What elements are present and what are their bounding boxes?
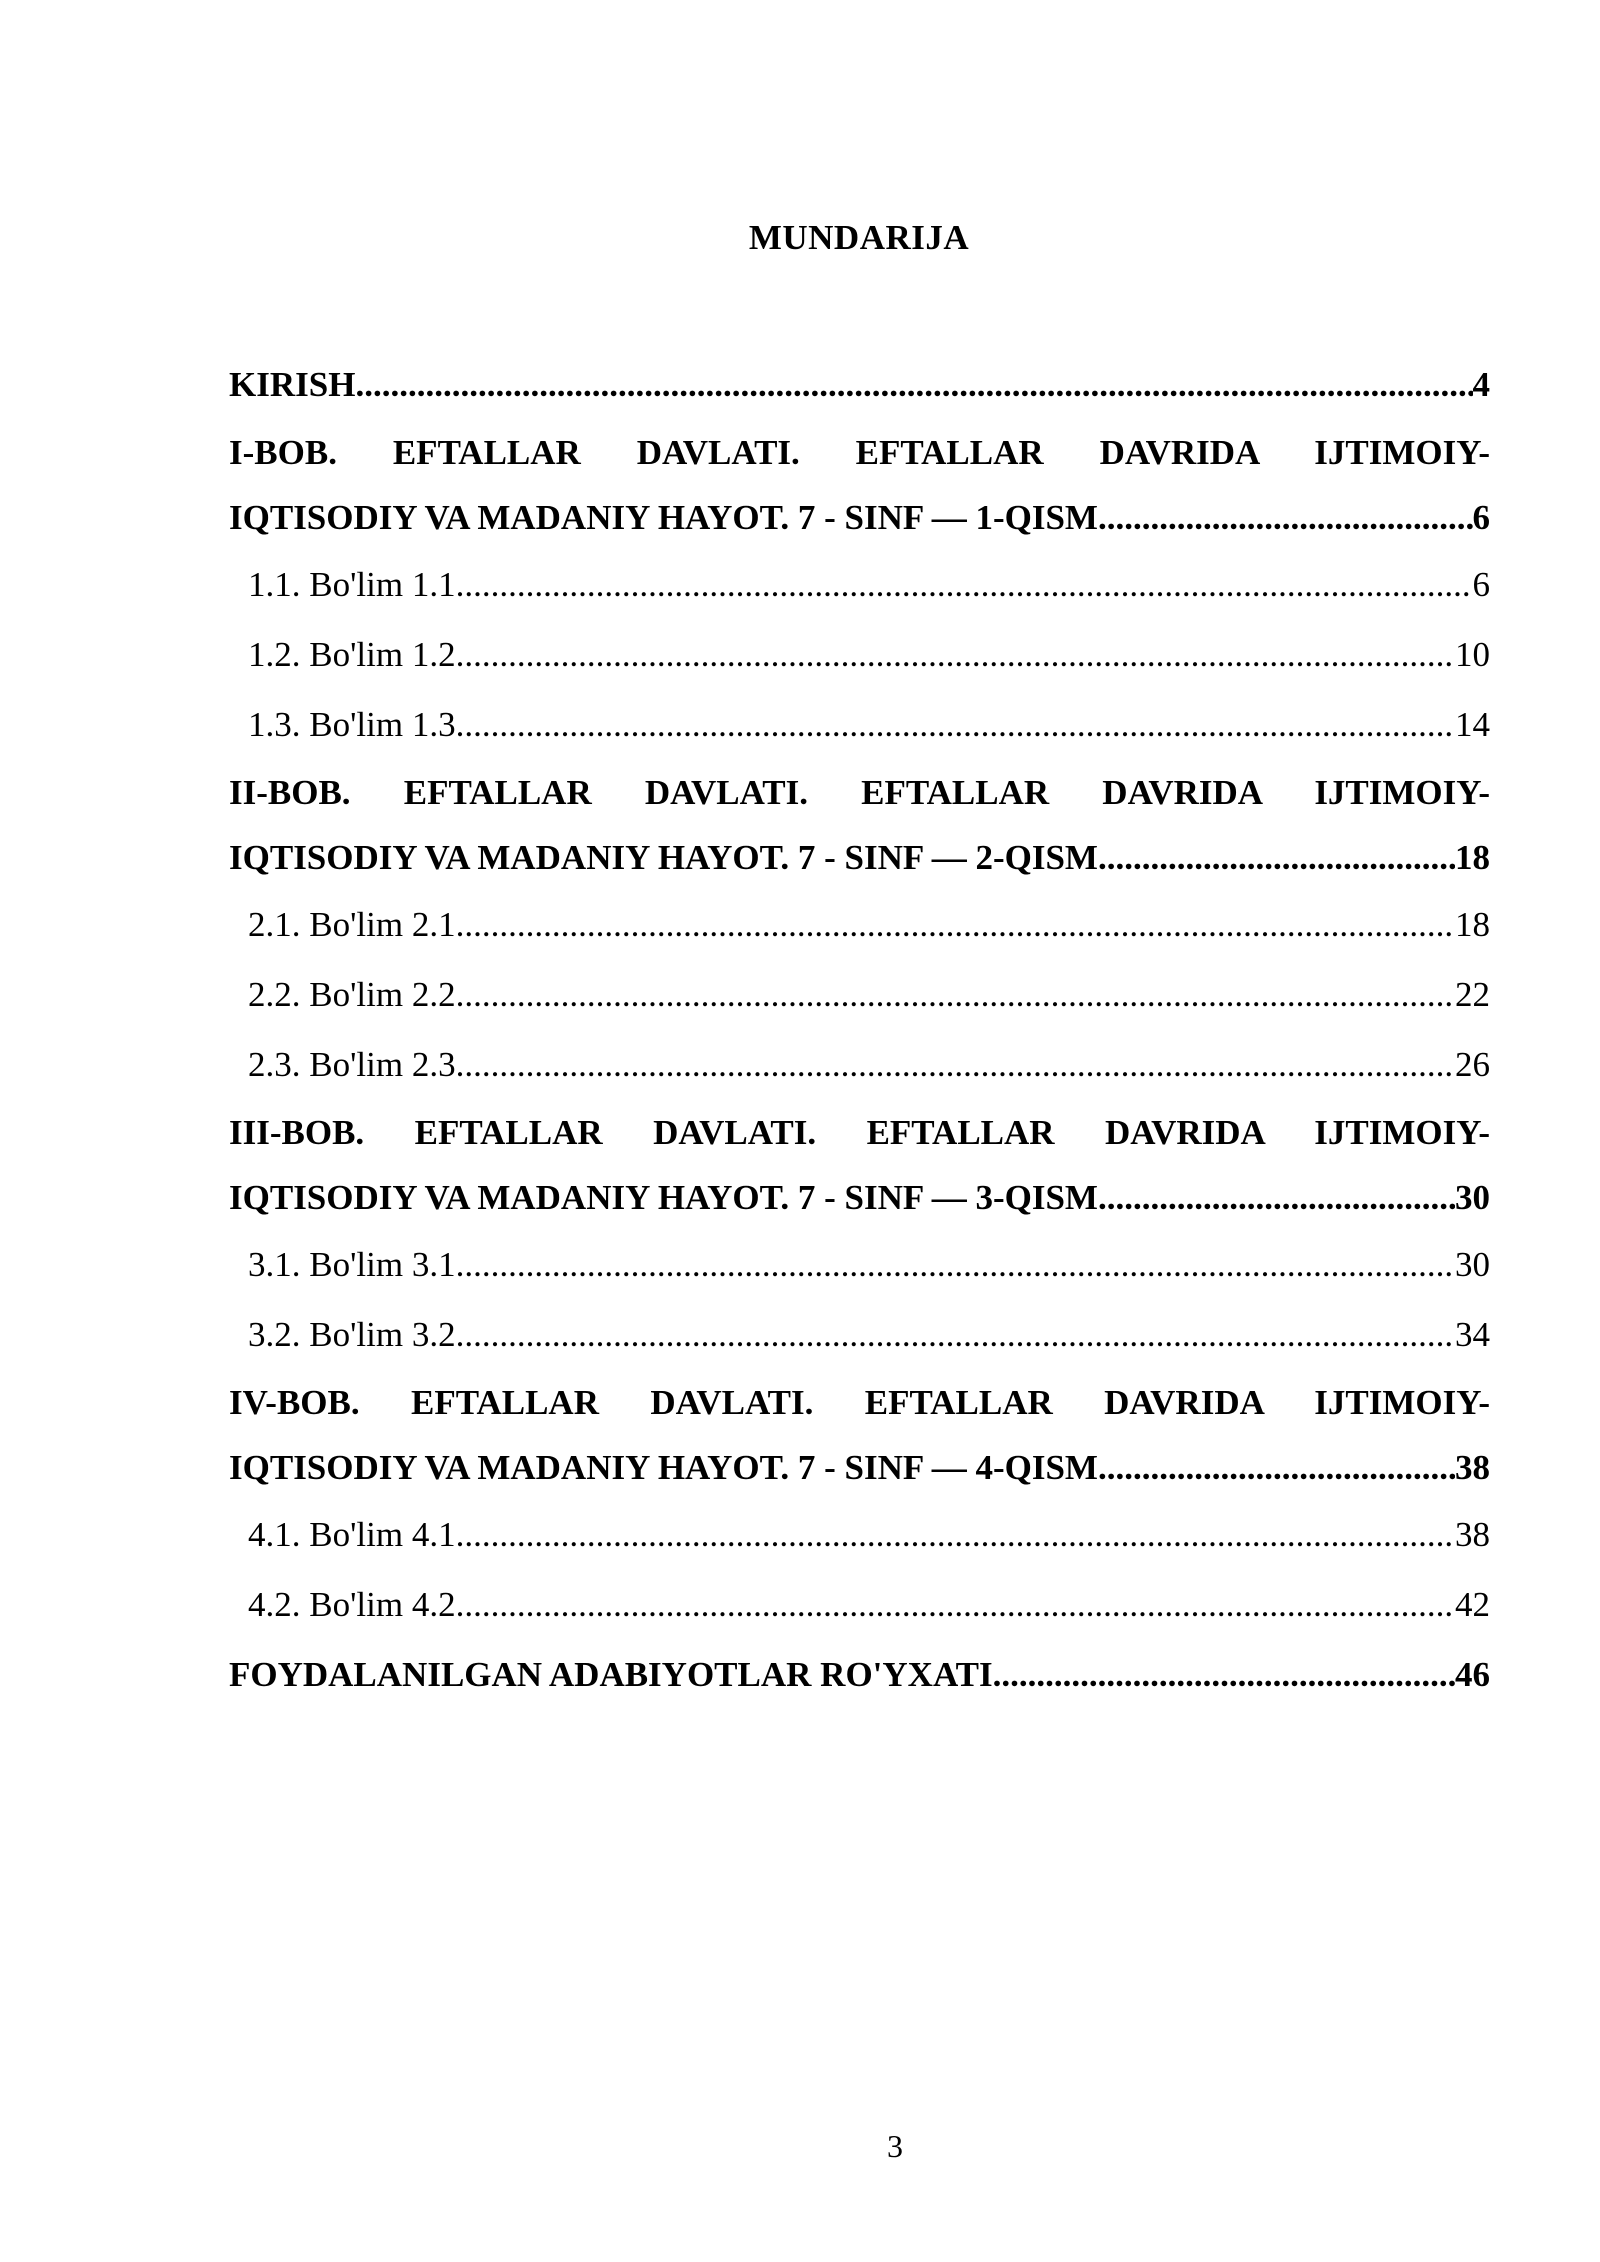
dot-leader: [456, 620, 1455, 690]
dot-leader: [456, 1030, 1455, 1100]
table-of-contents: [229, 350, 1490, 1710]
toc-entry-section-2-2[interactable]: [229, 960, 1490, 1030]
toc-entry-page: 6: [1472, 498, 1490, 537]
toc-entry-section-1-3[interactable]: [229, 690, 1490, 760]
dot-leader: [456, 960, 1455, 1030]
toc-entry-section-2-3[interactable]: [229, 1030, 1490, 1100]
toc-entry-section-3-2[interactable]: [229, 1300, 1490, 1370]
toc-entry-chapter-3[interactable]: [229, 1100, 1490, 1230]
toc-entry-page: 38: [1455, 1448, 1490, 1487]
toc-entry-section-1-2[interactable]: [229, 620, 1490, 690]
toc-entry-label: 1.1. Bo'lim 1.1: [248, 565, 456, 604]
toc-entry-page: 18: [1455, 905, 1490, 944]
toc-entry-label: 2.2. Bo'lim 2.2: [248, 975, 456, 1014]
toc-entry-page: 38: [1455, 1515, 1490, 1554]
toc-entry-section-3-1[interactable]: [229, 1230, 1490, 1300]
toc-entry-page: 42: [1455, 1585, 1490, 1624]
dot-leader: [355, 350, 1472, 420]
toc-entry-section-4-2[interactable]: [229, 1570, 1490, 1640]
dot-leader: [1098, 1165, 1455, 1230]
toc-entry-label: KIRISH: [229, 365, 356, 404]
dot-leader: [456, 1300, 1455, 1370]
toc-entry-page: 26: [1455, 1045, 1490, 1084]
toc-entry-chapter-4[interactable]: [229, 1370, 1490, 1500]
page-title: MUNDARIJA: [748, 218, 970, 257]
toc-entry-chapter-2[interactable]: [229, 760, 1490, 890]
toc-entry-label: 1.2. Bo'lim 1.2: [248, 635, 456, 674]
toc-entry-page: 22: [1455, 975, 1490, 1014]
toc-chapter-line-2: IQTISODIY VA MADANIY HAYOT. 7 - SINF — 4-QISM: [229, 1448, 1098, 1487]
dot-leader: [456, 550, 1473, 620]
toc-entry-label: 2.1. Bo'lim 2.1: [248, 905, 456, 944]
toc-entry-label: 3.2. Bo'lim 3.2: [248, 1315, 456, 1354]
toc-entry-introduction[interactable]: [229, 350, 1490, 420]
toc-entry-section-4-1[interactable]: [229, 1500, 1490, 1570]
toc-entry-page: 18: [1455, 838, 1490, 877]
toc-chapter-line-1: IV-BOB. EFTALLAR DAVLATI. EFTALLAR DAVRIDA IJTIMOIY-: [229, 1383, 1490, 1422]
dot-leader: [993, 1640, 1455, 1710]
toc-entry-page: 30: [1455, 1178, 1490, 1217]
toc-entry-page: 4: [1472, 365, 1490, 404]
toc-chapter-line-2: IQTISODIY VA MADANIY HAYOT. 7 - SINF — 2-QISM: [229, 838, 1098, 877]
toc-entry-label: 4.2. Bo'lim 4.2: [248, 1585, 456, 1624]
toc-entry-page: 34: [1455, 1315, 1490, 1354]
toc-chapter-line-1: II-BOB. EFTALLAR DAVLATI. EFTALLAR DAVRIDA IJTIMOIY-: [229, 773, 1490, 812]
toc-entry-page: 14: [1455, 705, 1490, 744]
page-number: 3: [887, 2128, 903, 2164]
dot-leader: [456, 690, 1455, 760]
dot-leader: [1098, 1435, 1455, 1500]
toc-entry-page: 6: [1472, 565, 1490, 604]
toc-entry-section-2-1[interactable]: [229, 890, 1490, 960]
toc-entry-label: 2.3. Bo'lim 2.3: [248, 1045, 456, 1084]
toc-entry-label: 3.1. Bo'lim 3.1: [248, 1245, 456, 1284]
dot-leader: [1098, 825, 1455, 890]
dot-leader: [456, 1500, 1455, 1570]
toc-entry-label: 4.1. Bo'lim 4.1: [248, 1515, 456, 1554]
toc-entry-section-1-1[interactable]: [229, 550, 1490, 620]
toc-entry-page: 10: [1455, 635, 1490, 674]
toc-chapter-line-2: IQTISODIY VA MADANIY HAYOT. 7 - SINF — 3-QISM: [229, 1178, 1098, 1217]
toc-entry-page: 46: [1455, 1655, 1490, 1694]
toc-chapter-line-1: III-BOB. EFTALLAR DAVLATI. EFTALLAR DAVRIDA IJTIMOIY-: [229, 1113, 1490, 1152]
toc-entry-label: FOYDALANILGAN ADABIYOTLAR RO'YXATI: [229, 1655, 993, 1694]
dot-leader: [456, 890, 1455, 960]
toc-entry-chapter-1[interactable]: [229, 420, 1490, 550]
toc-entry-references[interactable]: [229, 1640, 1490, 1710]
toc-chapter-line-2: IQTISODIY VA MADANIY HAYOT. 7 - SINF — 1-QISM: [229, 498, 1098, 537]
dot-leader: [1098, 485, 1473, 550]
toc-chapter-line-1: I-BOB. EFTALLAR DAVLATI. EFTALLAR DAVRIDA IJTIMOIY-: [229, 433, 1490, 472]
dot-leader: [456, 1570, 1455, 1640]
toc-entry-page: 30: [1455, 1245, 1490, 1284]
toc-entry-label: 1.3. Bo'lim 1.3: [248, 705, 456, 744]
dot-leader: [456, 1230, 1455, 1300]
